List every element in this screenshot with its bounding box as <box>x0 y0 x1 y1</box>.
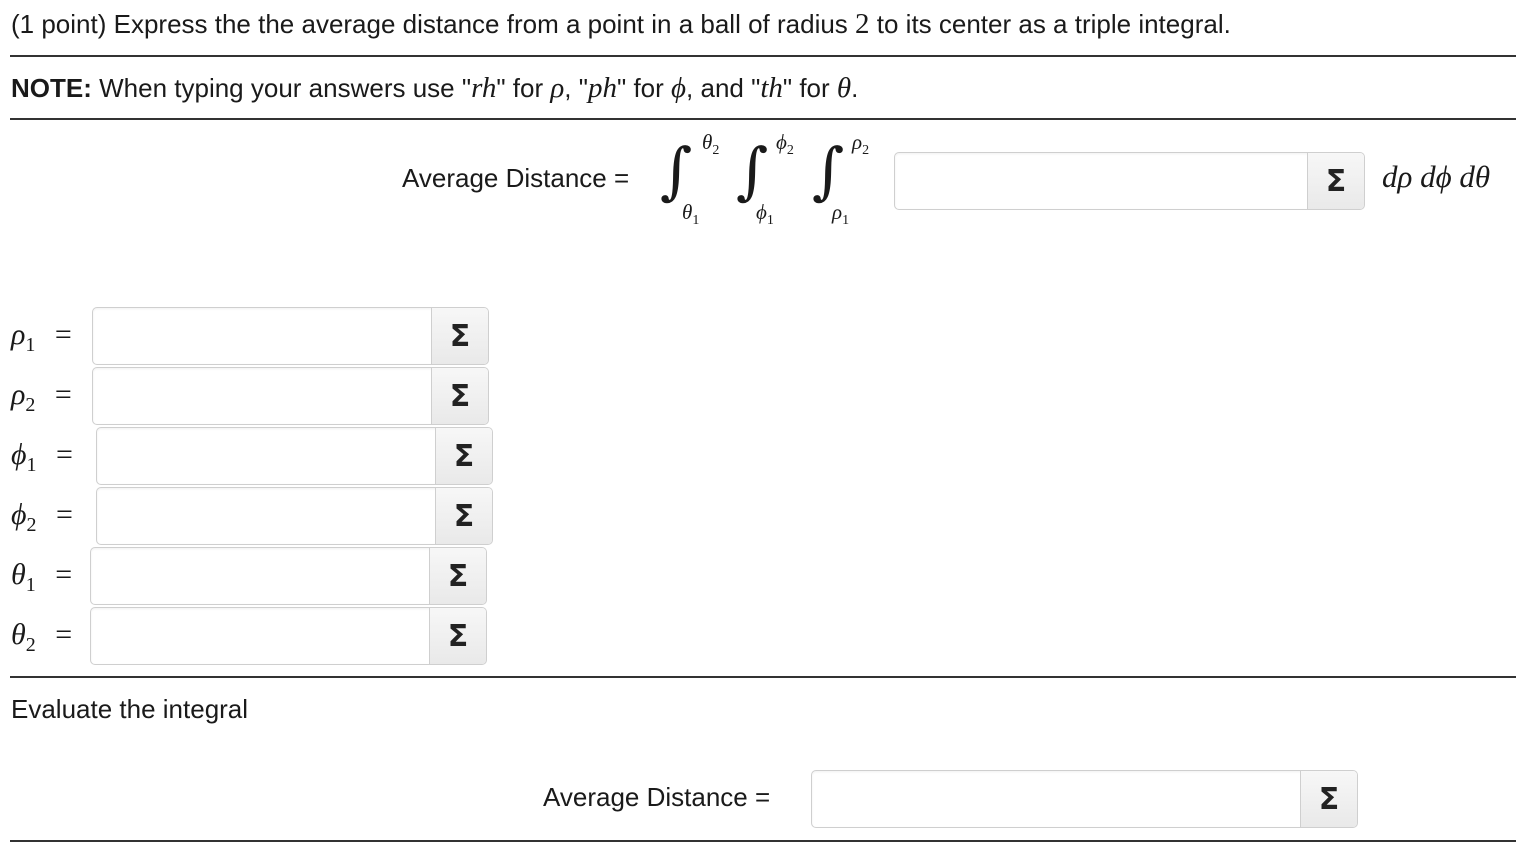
limit-field <box>92 307 489 365</box>
upper-limit-phi2: $\phi_2$ <box>776 130 794 159</box>
limit-label: $\phi_1$ = <box>11 438 73 476</box>
ph-hint: ph <box>587 72 617 104</box>
theta-symbol: θ <box>836 72 852 104</box>
integrand-field <box>894 152 1365 210</box>
lower-limit-rho1: $\rho_1$ <box>832 200 850 229</box>
sigma-icon[interactable]: Σ <box>431 368 488 424</box>
average-distance-result-label: Average Distance = <box>543 782 771 812</box>
phi-symbol: ϕ <box>671 72 687 104</box>
evaluate-heading: Evaluate the integral <box>11 694 249 724</box>
radius-value: 2 <box>855 8 870 40</box>
note-text: " for <box>496 73 551 103</box>
integral-sign: ∫ <box>660 134 693 207</box>
limit-field <box>92 367 489 425</box>
theta1-input[interactable] <box>91 548 429 604</box>
integral-sign: ∫ <box>736 134 769 207</box>
limit-label: $\theta_2$ = <box>11 618 73 656</box>
note-text: . <box>851 73 859 103</box>
rh-hint: rh <box>471 72 497 104</box>
sigma-icon[interactable]: Σ <box>1307 153 1364 209</box>
note <box>11 72 858 105</box>
note-text: , " <box>564 73 588 103</box>
average-distance-input[interactable] <box>812 771 1300 827</box>
differentials: dρ dϕ dθ <box>1382 159 1491 194</box>
divider <box>10 55 1516 57</box>
divider <box>10 118 1516 120</box>
average-distance-label: Average Distance = <box>402 163 630 193</box>
limit-label: $\rho_1$ = <box>11 318 72 356</box>
note-text: When typing your answers use " <box>91 73 472 103</box>
limit-field <box>96 427 493 485</box>
divider <box>10 840 1516 842</box>
sigma-icon[interactable]: Σ <box>431 308 488 364</box>
rho-symbol: ρ <box>550 72 565 104</box>
note-text: " for <box>782 73 837 103</box>
upper-limit-theta2: $\theta_2$ <box>702 130 720 159</box>
limit-label: $\phi_2$ = <box>11 498 73 536</box>
integral-sign: ∫ <box>812 134 845 207</box>
theta2-input[interactable] <box>91 608 429 664</box>
integrand-input[interactable] <box>895 153 1307 209</box>
note-label: NOTE: <box>11 73 92 103</box>
prompt-text-start: (1 point) Express the the average distance from a point in a ball of radius <box>11 9 856 39</box>
phi1-input[interactable] <box>97 428 435 484</box>
divider <box>10 676 1516 678</box>
sigma-icon[interactable]: Σ <box>429 608 486 664</box>
sigma-icon[interactable]: Σ <box>1300 771 1357 827</box>
phi2-input[interactable] <box>97 488 435 544</box>
lower-limit-phi1: $\phi_1$ <box>756 200 774 229</box>
upper-limit-rho2: $\rho_2$ <box>852 130 870 159</box>
lower-limit-theta1: $\theta_1$ <box>682 200 700 229</box>
result-field <box>811 770 1358 828</box>
problem-prompt <box>11 8 1231 41</box>
prompt-text-end: to its center as a triple integral. <box>869 9 1231 39</box>
limit-field <box>90 547 487 605</box>
note-text: " for <box>616 73 672 103</box>
limit-label: $\theta_1$ = <box>11 558 73 596</box>
note-text: , and " <box>686 73 761 103</box>
sigma-icon[interactable]: Σ <box>435 428 492 484</box>
rho2-input[interactable] <box>93 368 431 424</box>
sigma-icon[interactable]: Σ <box>435 488 492 544</box>
th-hint: th <box>760 72 783 104</box>
limit-label: $\rho_2$ = <box>11 378 72 416</box>
limit-field <box>90 607 487 665</box>
sigma-icon[interactable]: Σ <box>429 548 486 604</box>
limit-field <box>96 487 493 545</box>
rho1-input[interactable] <box>93 308 431 364</box>
